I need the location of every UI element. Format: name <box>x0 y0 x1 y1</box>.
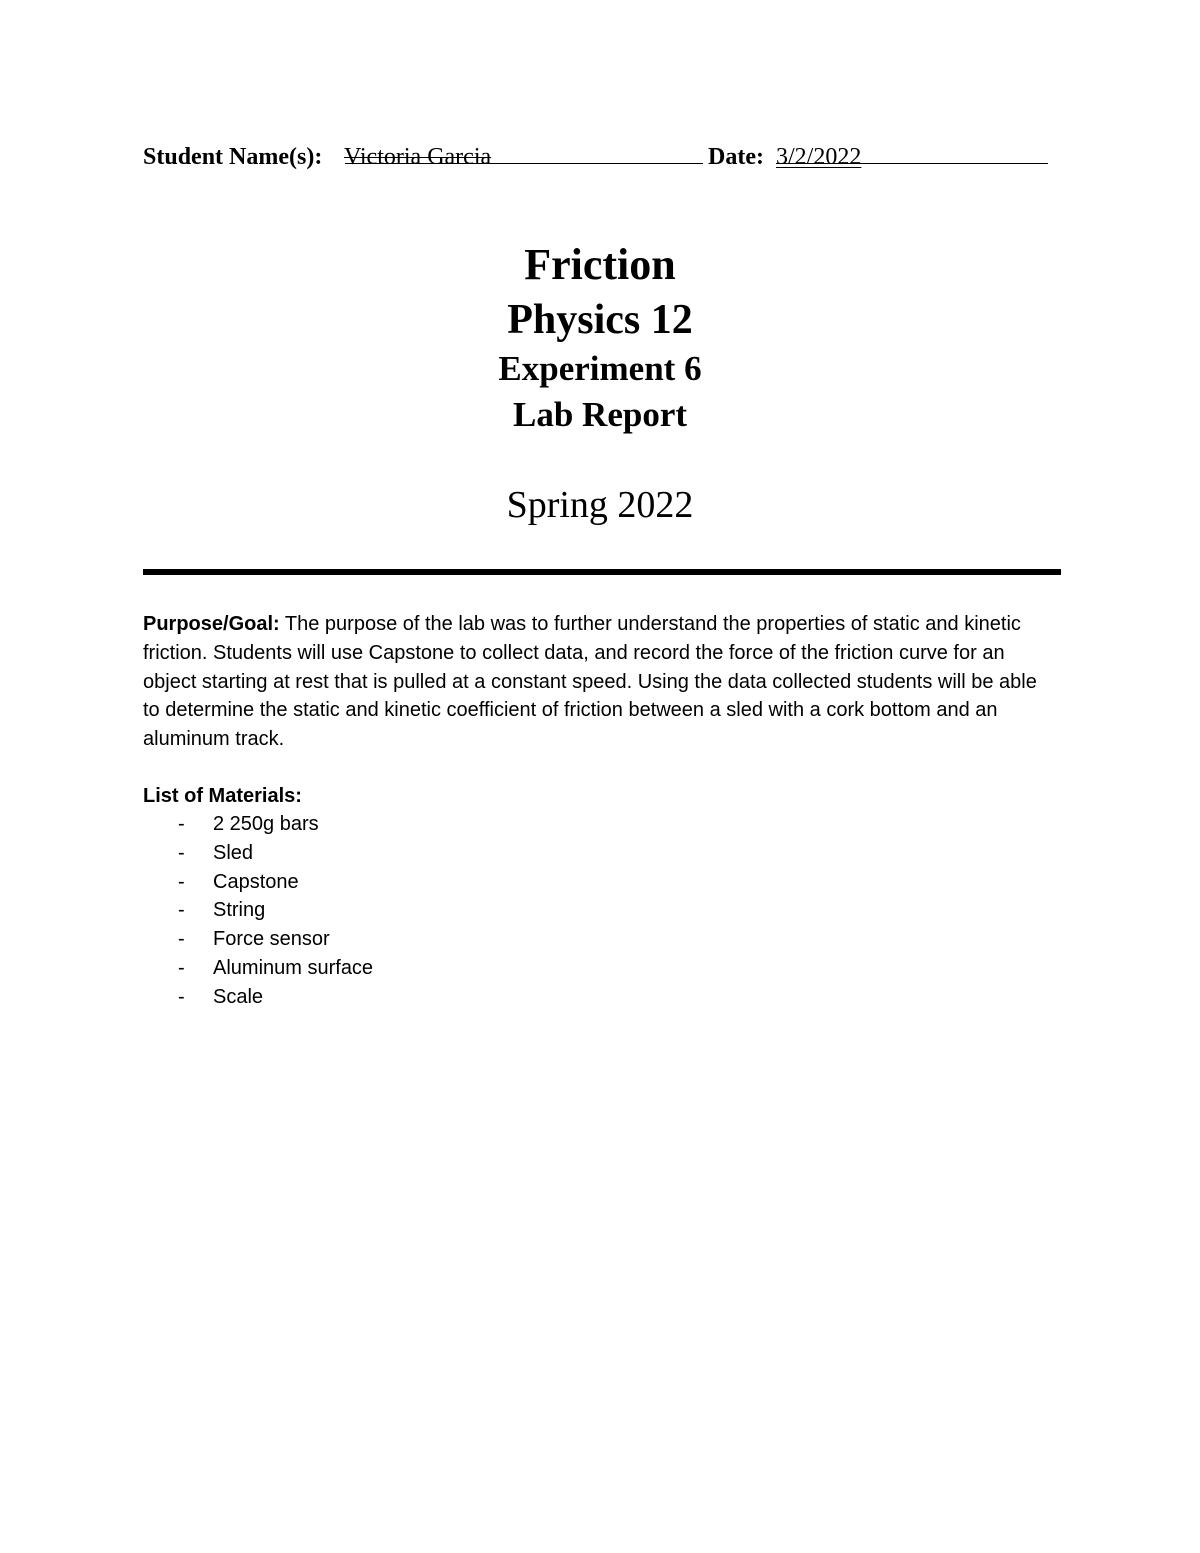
title-experiment: Experiment 6 <box>498 349 702 388</box>
list-item-label: Sled <box>213 841 254 864</box>
title-lab-report: Lab Report <box>512 395 688 434</box>
list-bullet: - <box>178 956 185 979</box>
list-item-label: Capstone <box>213 870 299 893</box>
student-name-value: Victoria Garcia <box>344 144 492 170</box>
title-course: Physics 12 <box>507 297 693 343</box>
list-item-label: Scale <box>213 985 264 1008</box>
list-item-label: 2 250g bars <box>213 813 319 835</box>
list-item <box>143 810 373 839</box>
list-item <box>143 868 373 897</box>
list-item-label: Force sensor <box>213 928 330 951</box>
purpose-paragraph <box>143 610 1048 754</box>
list-bullet: - <box>178 985 185 1008</box>
date-underline <box>776 163 1048 164</box>
materials-list <box>143 810 373 1012</box>
purpose-label: Purpose/Goal: <box>143 613 280 635</box>
header-line <box>143 140 1048 180</box>
date-value: 3/2/2022 <box>776 144 862 170</box>
list-item <box>143 983 373 1012</box>
list-item-label: Aluminum surface <box>213 956 374 979</box>
list-item <box>143 839 373 868</box>
list-item-label: String <box>213 899 266 922</box>
list-item <box>143 925 373 954</box>
materials-heading: List of Materials: <box>143 785 302 807</box>
list-bullet: - <box>178 841 185 864</box>
list-item <box>143 954 373 983</box>
list-item <box>143 896 373 925</box>
list-bullet: - <box>178 813 185 835</box>
student-name-label: Student Name(s): <box>143 144 323 170</box>
list-bullet: - <box>178 928 185 951</box>
list-bullet: - <box>178 870 185 893</box>
term-label: Spring 2022 <box>506 484 694 526</box>
purpose-text: The purpose of the lab was to further understand the properties of static and kinetic friction. Students will use Capstone to collect data, and record the force of the friction curve for an object starting at rest that is pulled at a constant speed. Using the data collected students will be able to determine the static and kinetic coefficient of friction between a sled with a cork bottom and an aluminum track. <box>143 613 1037 751</box>
section-divider <box>143 569 1061 575</box>
list-bullet: - <box>178 899 185 922</box>
title-friction: Friction <box>524 240 676 289</box>
date-label: Date: <box>708 144 764 170</box>
student-name-underline <box>345 163 703 164</box>
